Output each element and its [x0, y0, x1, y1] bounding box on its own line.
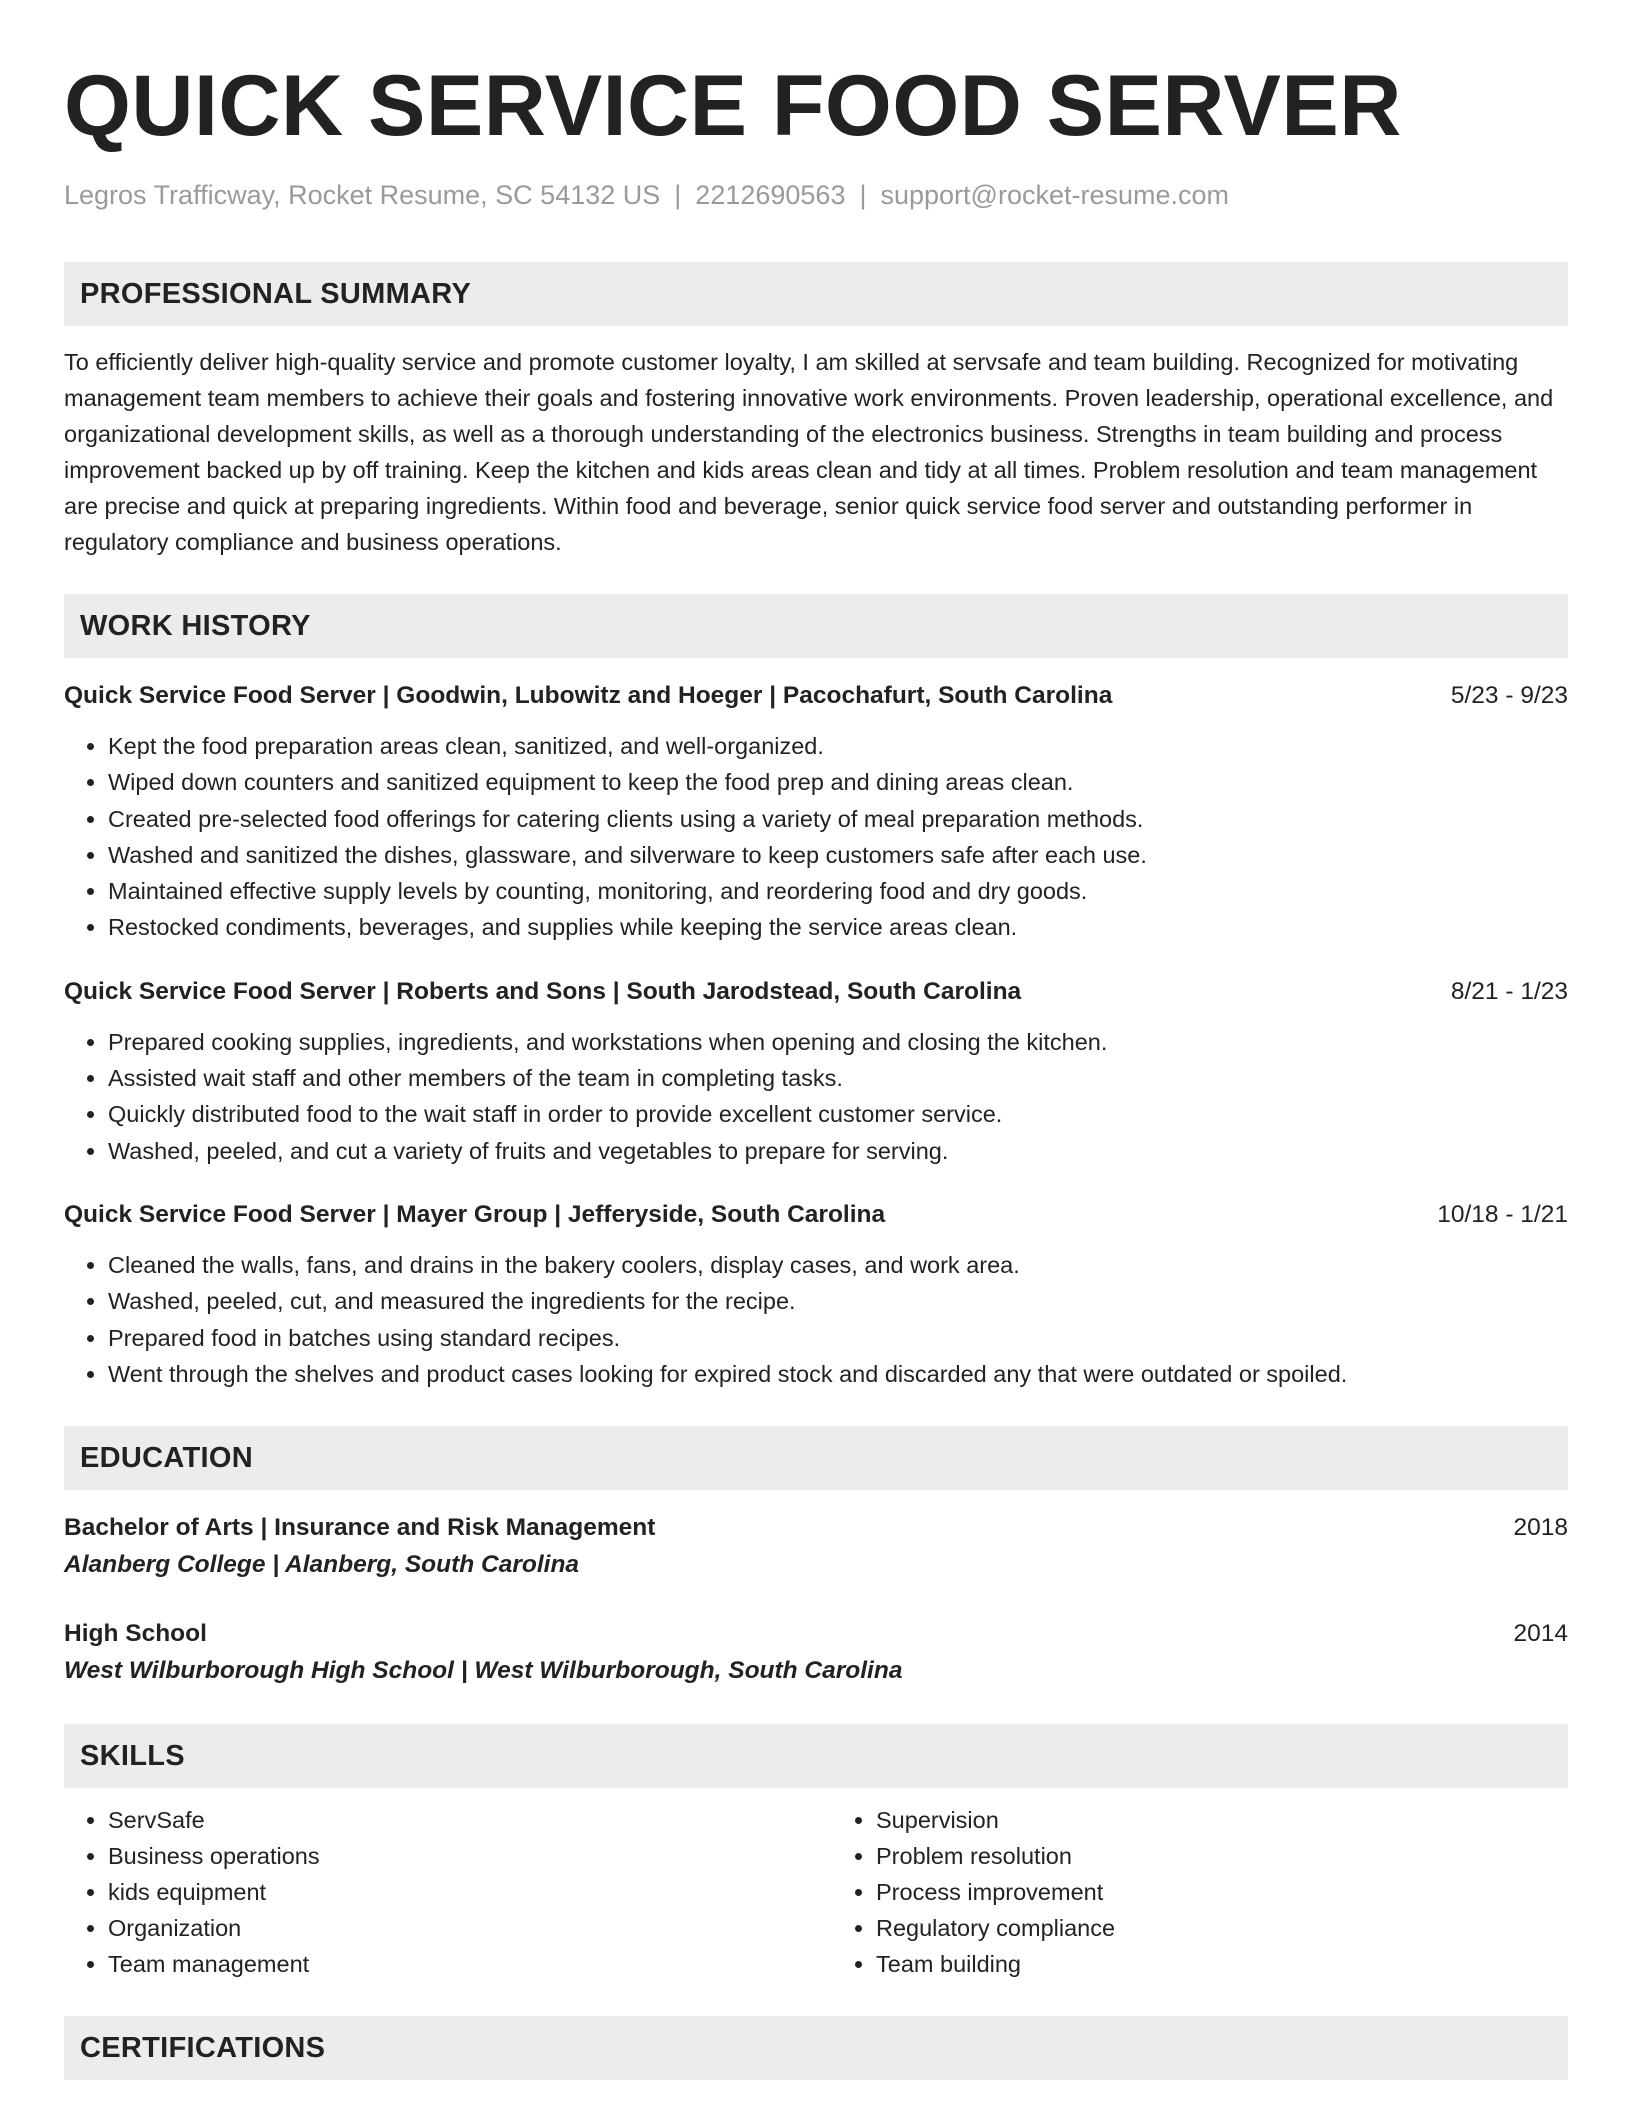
- education-entry: [64, 1510, 1568, 1584]
- list-item: • Process improvement: [876, 1874, 1568, 1910]
- list-item: • Washed, peeled, and cut a variety of fruits and vegetables to prepare for serving.: [108, 1133, 1568, 1169]
- skills-grid: [64, 1802, 1568, 1982]
- section-heading-education: EDUCATION: [64, 1426, 1568, 1490]
- list-item: • Regulatory compliance: [876, 1910, 1568, 1946]
- contact-separator: |: [674, 180, 682, 210]
- page-title: QUICK SERVICE FOOD SERVER: [64, 58, 1402, 154]
- education-school: Alanberg College | Alanberg, South Carolina: [64, 1551, 580, 1579]
- contact-phone: 2212690563: [695, 180, 846, 210]
- job-bullets: [64, 1247, 1568, 1392]
- job-header: [64, 974, 1568, 1010]
- job-title: Quick Service Food Server | Roberts and Sons | South Jarodstead, South Carolina: [64, 977, 1022, 1005]
- list-item: • Washed and sanitized the dishes, glassware, and silverware to keep customers safe after each use.: [108, 837, 1568, 873]
- skills-column-right: [816, 1802, 1568, 1982]
- contact-line: [64, 178, 1568, 212]
- list-item: • Problem resolution: [876, 1838, 1568, 1874]
- job-title: Quick Service Food Server | Goodwin, Lubowitz and Hoeger | Pacochafurt, South Carolina: [64, 682, 1113, 709]
- list-item: • kids equipment: [108, 1874, 816, 1910]
- education-degree: Bachelor of Arts | Insurance and Risk Management: [64, 1514, 656, 1542]
- list-item: • Created pre-selected food offerings for catering clients using a variety of meal preparation methods.: [108, 801, 1568, 837]
- list-item: • Wiped down counters and sanitized equipment to keep the food prep and dining areas clean.: [108, 764, 1568, 800]
- contact-email[interactable]: support@rocket-resume.com: [880, 180, 1230, 210]
- list-item: • Maintained effective supply levels by counting, monitoring, and reordering food and dry goods.: [108, 873, 1568, 909]
- list-item: • Organization: [108, 1910, 816, 1946]
- list-item: • Assisted wait staff and other members of the team in completing tasks.: [108, 1060, 1568, 1096]
- contact-separator: |: [859, 180, 867, 210]
- list-item: • Restocked condiments, beverages, and supplies while keeping the service areas clean.: [108, 909, 1568, 945]
- job-title: Quick Service Food Server | Mayer Group | Jefferyside, South Carolina: [64, 1200, 886, 1228]
- job-bullets: [64, 1024, 1568, 1169]
- list-item: • Quickly distributed food to the wait staff in order to provide excellent customer service.: [108, 1096, 1568, 1132]
- summary-text: To efficiently deliver high-quality service and promote customer loyalty, I am skilled at servsafe and team building. Recognized for motivating management team members to achieve their goals and fostering innovative work environments. Proven leadership, operational excellence, and organizational development skills, as well as a thorough understanding of the electronics business. Strengths in team building and process improvement backed up by off training. Keep the kitchen and kids areas clean and tidy at all times. Problem resolution and team management are precise and quick at preparing ingredients. Within food and beverage, senior quick service food server and outstanding performer in regulatory compliance and business operations.: [64, 349, 1554, 555]
- section-heading-work-history: WORK HISTORY: [64, 594, 1568, 658]
- job-bullets: [64, 728, 1568, 946]
- list-item: • Business operations: [108, 1838, 816, 1874]
- section-heading-summary: PROFESSIONAL SUMMARY: [64, 262, 1568, 326]
- section-heading-skills: SKILLS: [64, 1724, 1568, 1788]
- list-item: • ServSafe: [108, 1802, 816, 1838]
- education-degree: High School: [64, 1620, 207, 1648]
- job-dates: 10/18 - 1/21: [1437, 1200, 1568, 1228]
- job-dates: 8/21 - 1/23: [1450, 977, 1568, 1005]
- list-item: • Kept the food preparation areas clean, sanitized, and well-organized.: [108, 728, 1568, 764]
- education-header: [64, 1510, 1568, 1546]
- list-item: • Team management: [108, 1946, 816, 1982]
- list-item: • Prepared cooking supplies, ingredients, and workstations when opening and closing the kitchen.: [108, 1024, 1568, 1060]
- job-dates: 5/23 - 9/23: [1450, 682, 1568, 709]
- education-school: West Wilburborough High School | West Wilburborough, South Carolina: [64, 1657, 903, 1685]
- contact-address: Legros Trafficway, Rocket Resume, SC 54132 US: [64, 180, 661, 210]
- education-year: 2018: [1513, 1514, 1568, 1542]
- list-item: • Supervision: [876, 1802, 1568, 1838]
- list-item: • Team building: [876, 1946, 1568, 1982]
- list-item: • Washed, peeled, cut, and measured the ingredients for the recipe.: [108, 1283, 1568, 1319]
- job-entry: [64, 974, 1568, 1169]
- job-header: [64, 678, 1568, 714]
- job-entry: [64, 1197, 1568, 1392]
- list-item: • Prepared food in batches using standard recipes.: [108, 1320, 1568, 1356]
- section-heading-certifications: CERTIFICATIONS: [64, 2016, 1568, 2080]
- education-header: [64, 1616, 1568, 1652]
- skills-column-left: [64, 1802, 816, 1982]
- education-entry: [64, 1616, 1568, 1690]
- list-item: • Went through the shelves and product cases looking for expired stock and discarded any that were outdated or spoiled.: [108, 1356, 1568, 1392]
- education-year: 2014: [1513, 1620, 1568, 1648]
- job-header: [64, 1197, 1568, 1233]
- list-item: • Cleaned the walls, fans, and drains in the bakery coolers, display cases, and work area.: [108, 1247, 1568, 1283]
- job-entry: [64, 678, 1568, 946]
